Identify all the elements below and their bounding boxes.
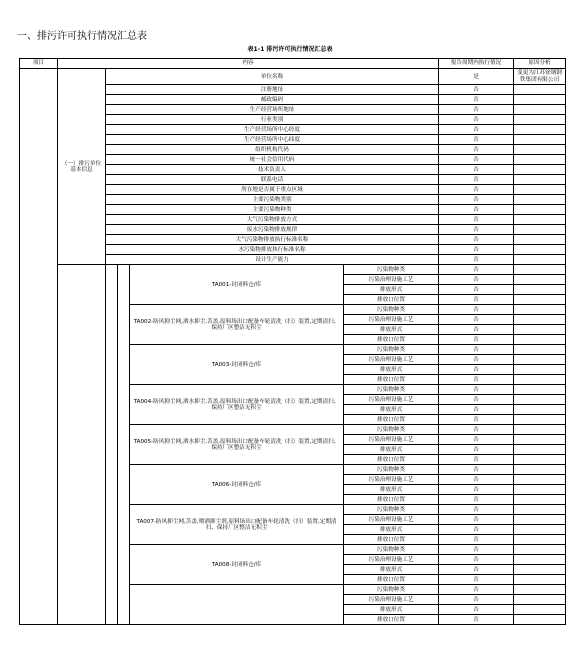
change-status: 否 [439,115,514,125]
sub-item-label: 污染治理设施工艺 [344,315,439,325]
sub-item-label: 污染物种类 [344,385,439,395]
cause-analysis [514,145,566,155]
cause-analysis [514,85,566,95]
change-status: 否 [439,215,514,225]
cause-analysis [514,575,566,585]
cause-analysis [514,565,566,575]
change-status: 否 [439,275,514,285]
change-status: 是 [439,69,514,85]
cause-analysis [514,115,566,125]
change-status: 否 [439,445,514,455]
cause-analysis [514,225,566,235]
cause-analysis [514,215,566,225]
field-name: 统一社会信用代码 [106,155,439,165]
cause-analysis [514,585,566,595]
sub-item-label: 污染治理设施工艺 [344,595,439,605]
cause-analysis [514,285,566,295]
cause-analysis [514,185,566,195]
cause-analysis [514,255,566,265]
change-status: 否 [439,195,514,205]
change-status: 否 [439,375,514,385]
table-row [20,69,566,85]
cause-analysis [514,555,566,565]
change-status: 否 [439,385,514,395]
cause-analysis [514,485,566,495]
field-name: 主要污染物类别 [106,195,439,205]
facility-name: TA001-封闭料仓/库 [130,265,344,305]
change-status: 否 [439,185,514,195]
facility-name: TA005-防风抑尘网,洒水抑尘,苫盖,原料场出口配备车轮清洗（扫）装置,定期清扫、保持厂区整洁无积尘 [130,425,344,465]
cause-analysis [514,545,566,555]
field-name: 设计生产能力 [106,255,439,265]
change-status: 否 [439,305,514,315]
change-status: 否 [439,325,514,335]
field-name: 技术负责人 [106,165,439,175]
sub-item-label: 排放口位置 [344,335,439,345]
change-status: 否 [439,465,514,475]
sub-item-label: 排放口位置 [344,455,439,465]
cause-analysis [514,315,566,325]
cause-analysis [514,515,566,525]
sub-item-label: 污染物种类 [344,345,439,355]
cause-analysis [514,335,566,345]
field-name: 主要污染物种类 [106,205,439,215]
sub-item-label: 排放口位置 [344,415,439,425]
field-name: 邮政编码 [106,95,439,105]
field-name: 注册地址 [106,85,439,95]
cause-analysis [514,95,566,105]
sub-item-label: 排放形式 [344,285,439,295]
cause-analysis [514,535,566,545]
cause-analysis [514,205,566,215]
change-status: 否 [439,535,514,545]
cause-analysis [514,405,566,415]
field-name: 生产经营场所地址 [106,105,439,115]
cause-analysis [514,465,566,475]
sub-item-label: 排放形式 [344,485,439,495]
sub-item-label: 污染物种类 [344,425,439,435]
change-status: 否 [439,415,514,425]
cause-analysis [514,165,566,175]
cause-analysis [514,455,566,465]
cause-analysis [514,155,566,165]
change-status: 否 [439,85,514,95]
cause-analysis [514,265,566,275]
change-status: 否 [439,135,514,145]
field-name: 大气污染物排放执行标准名称 [106,235,439,245]
change-status: 否 [439,205,514,215]
change-status: 否 [439,455,514,465]
sub-item-label: 污染物种类 [344,545,439,555]
sub-item-label: 污染治理设施工艺 [344,395,439,405]
cause-analysis [514,275,566,285]
field-name: 大气污染物排放方式 [106,215,439,225]
change-status: 否 [439,435,514,445]
cause-analysis: 变更为江苏徐钢钢铁集团有限公司 [514,69,566,85]
sub-item-label: 排放口位置 [344,375,439,385]
change-status: 否 [439,605,514,615]
change-status: 否 [439,485,514,495]
cause-analysis [514,175,566,185]
change-status: 否 [439,355,514,365]
cause-analysis [514,395,566,405]
cause-analysis [514,355,566,365]
sub-item-label: 排放形式 [344,565,439,575]
cause-analysis [514,495,566,505]
change-status: 否 [439,225,514,235]
change-status: 否 [439,365,514,375]
facility-name: TA003-封闭料仓/库 [130,345,344,385]
change-status: 否 [439,315,514,325]
change-status: 否 [439,255,514,265]
cause-analysis [514,445,566,455]
cause-analysis [514,525,566,535]
change-status: 否 [439,165,514,175]
sub-item-label: 排放口位置 [344,295,439,305]
sub-item-label: 污染物种类 [344,465,439,475]
field-name: 废水污染物排放规律 [106,225,439,235]
change-status: 否 [439,515,514,525]
change-status: 否 [439,95,514,105]
change-status: 否 [439,105,514,115]
header-change: 报告周期内执行情况 [439,59,514,69]
field-name: 单位名称 [106,69,439,85]
header-content: 内容 [58,59,439,69]
change-status: 否 [439,425,514,435]
change-status: 否 [439,545,514,555]
cause-analysis [514,415,566,425]
sub-item-label: 排放形式 [344,525,439,535]
sub-item-label: 排放口位置 [344,615,439,625]
cause-analysis [514,135,566,145]
section-heading: 一、排污许可执行情况汇总表 [17,31,147,42]
sub-item-label: 排放口位置 [344,575,439,585]
field-name: 组织机构代码 [106,145,439,155]
sub-item-label: 污染治理设施工艺 [344,515,439,525]
table-caption: 表1-1 排污许可执行情况汇总表 [247,46,333,53]
field-name: 生产经营场所中心纬度 [106,135,439,145]
cause-analysis [514,385,566,395]
sub-item-label: 排放口位置 [344,495,439,505]
cause-analysis [514,195,566,205]
category-column [106,265,118,625]
sub-item-label: 污染物种类 [344,305,439,315]
change-status: 否 [439,235,514,245]
sub-item-label: 排放形式 [344,365,439,375]
cause-analysis [514,235,566,245]
facility-name: TA007-防风抑尘网,苫盖,喷洒抑尘剂,原料场出口配备车轮清洗（扫）装置,定期清扫、保持厂区整洁无积尘 [130,505,344,545]
cause-analysis [514,435,566,445]
change-status: 否 [439,245,514,255]
facility-name [130,585,344,625]
field-name: 行业类别 [106,115,439,125]
facility-name: TA004-防风抑尘网,洒水抑尘,苫盖,原料场出口配备车轮清洗（扫）装置,定期清扫、保持厂区整洁无积尘 [130,385,344,425]
cause-analysis [514,375,566,385]
change-status: 否 [439,595,514,605]
facility-name: TA002-防风抑尘网,洒水抑尘,苫盖,原料场出口配备车轮清洗（扫）装置,定期清扫、保持厂区整洁无积尘 [130,305,344,345]
change-status: 否 [439,145,514,155]
sub-item-label: 排放形式 [344,325,439,335]
sub-item-label: 排放形式 [344,445,439,455]
sub-item-label: 污染治理设施工艺 [344,475,439,485]
sub-item-label: 排放形式 [344,405,439,415]
cause-analysis [514,365,566,375]
change-status: 否 [439,175,514,185]
sub-item-label: 污染治理设施工艺 [344,275,439,285]
table-row [20,265,566,275]
change-status: 否 [439,555,514,565]
subsection-label [58,265,106,625]
cause-analysis [514,615,566,625]
section-label: （一）排污单位基本信息 [58,69,106,265]
cause-analysis [514,345,566,355]
field-name: 生产经营场所中心经度 [106,125,439,135]
item-column [20,69,58,625]
change-status: 否 [439,395,514,405]
field-name: 联系电话 [106,175,439,185]
cause-analysis [514,295,566,305]
cause-analysis [514,425,566,435]
change-status: 否 [439,575,514,585]
header-item: 项目 [20,59,58,69]
cause-analysis [514,595,566,605]
cause-analysis [514,305,566,315]
sub-item-label: 污染治理设施工艺 [344,555,439,565]
change-status: 否 [439,285,514,295]
subcategory-column [118,265,130,625]
change-status: 否 [439,345,514,355]
change-status: 否 [439,565,514,575]
sub-item-label: 污染物种类 [344,265,439,275]
change-status: 否 [439,585,514,595]
sub-item-label: 污染治理设施工艺 [344,435,439,445]
cause-analysis [514,605,566,615]
facility-name: TA006-封闭料仓/库 [130,465,344,505]
sub-item-label: 排放形式 [344,605,439,615]
change-status: 否 [439,155,514,165]
change-status: 否 [439,265,514,275]
change-status: 否 [439,335,514,345]
header-cause: 原因分析 [514,59,566,69]
cause-analysis [514,325,566,335]
field-name: 水污染物排放执行标准名称 [106,245,439,255]
sub-item-label: 排放口位置 [344,535,439,545]
cause-analysis [514,245,566,255]
cause-analysis [514,105,566,115]
table-body [20,69,566,625]
change-status: 否 [439,125,514,135]
change-status: 否 [439,615,514,625]
change-status: 否 [439,295,514,305]
cause-analysis [514,475,566,485]
change-status: 否 [439,495,514,505]
change-status: 否 [439,405,514,415]
sub-item-label: 污染物种类 [344,505,439,515]
cause-analysis [514,505,566,515]
sub-item-label: 污染物种类 [344,585,439,595]
sub-item-label: 污染治理设施工艺 [344,355,439,365]
change-status: 否 [439,525,514,535]
field-name: 所在地是否属于重点区域 [106,185,439,195]
change-status: 否 [439,505,514,515]
change-status: 否 [439,475,514,485]
cause-analysis [514,125,566,135]
facility-name: TA008-封闭料仓/库 [130,545,344,585]
summary-table [19,58,566,625]
